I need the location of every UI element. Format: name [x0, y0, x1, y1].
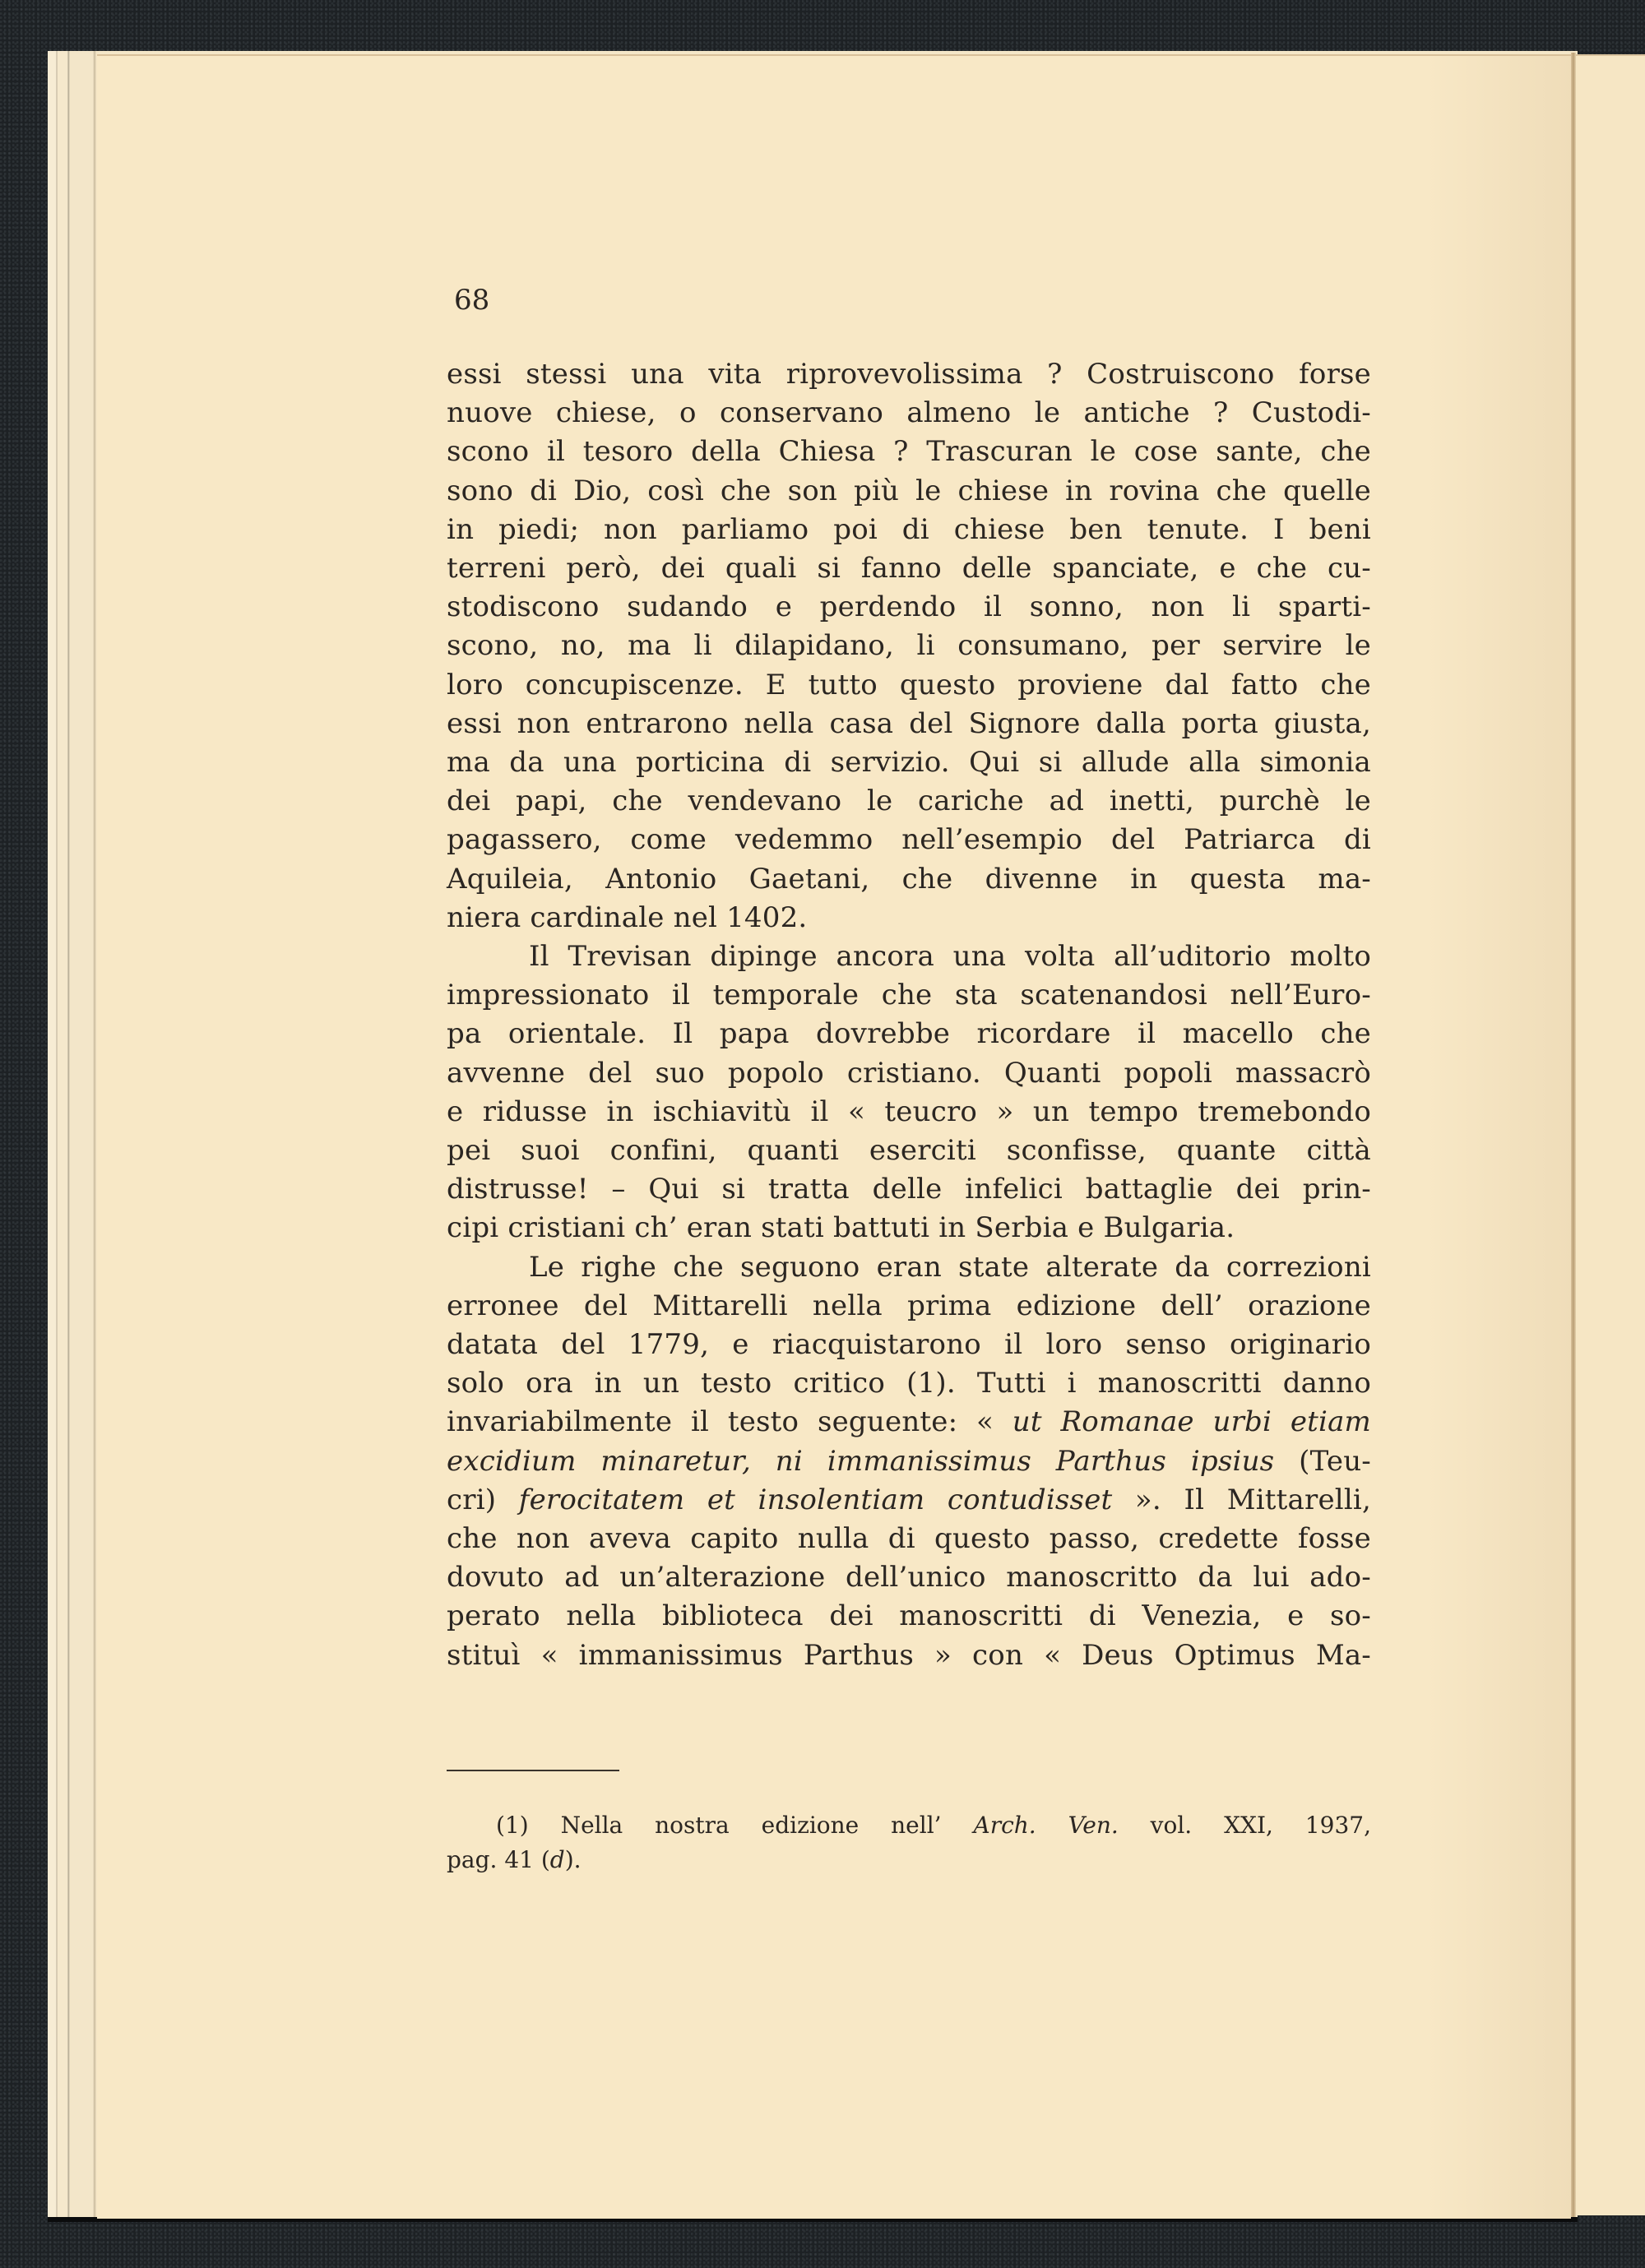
text-line: datata del 1779, e riacquistarono il loro senso originario	[447, 1328, 1371, 1361]
text-line: in piedi; non parliamo poi di chiese ben tenute. I beni	[447, 512, 1371, 546]
text-line: scono il tesoro della Chiesa ? Trascuran le cose sante, che	[447, 435, 1371, 469]
text-line: pa orientale. Il papa dovrebbe ricordare il macello che	[447, 1017, 1371, 1051]
text-line: essi stessi una vita riprovevolissima ? Costruiscono forse	[447, 358, 1371, 391]
text-line: cipi cristiani ch’ eran stati battuti in Serbia e Bulgaria.	[447, 1211, 1235, 1245]
text-line: solo ora in un testo critico (1). Tutti i manoscritti danno	[447, 1367, 1371, 1400]
text-line: Il Trevisan dipinge ancora una volta all’uditorio molto	[529, 940, 1371, 973]
text-line: pei suoi confini, quanti eserciti sconfisse, quante città	[447, 1134, 1371, 1167]
footnote-italic: d	[549, 1846, 565, 1873]
text-line	[447, 1481, 1371, 1519]
footnote-text: ).	[564, 1846, 582, 1873]
footnote-line	[447, 1809, 1371, 1842]
footnote-italic: Arch.	[973, 1812, 1036, 1839]
page-edge-lines	[48, 51, 99, 2217]
text-line: dovuto ad un’alterazione dell’unico manoscritto da lui ado-	[447, 1561, 1371, 1595]
text-line: niera cardinale nel 1402.	[447, 900, 808, 934]
text-line: che non aveva capito nulla di questo passo, credette fosse	[447, 1522, 1371, 1555]
footnote-text: (1) Nella nostra edizione nell’	[496, 1812, 974, 1839]
footnote-rule	[447, 1770, 619, 1771]
footnote-text: vol. XXI, 1937,	[1118, 1812, 1371, 1839]
text-roman: cri)	[447, 1483, 519, 1516]
text-line: erronee del Mittarelli nella prima edizione dell’ orazione	[447, 1289, 1371, 1322]
text-line: sono di Dio, così che son più le chiese in rovina che quelle	[447, 474, 1371, 507]
text-line: Le righe che seguono eran state alterate da correzioni	[529, 1250, 1371, 1284]
text-line: avvenne del suo popolo cristiano. Quanti popoli massacrò	[447, 1056, 1371, 1090]
footnote-text: pag. 41 (	[447, 1846, 550, 1873]
book-page-right-edge	[1576, 54, 1645, 2215]
text-line: scono, no, ma li dilapidano, li consumano, per servire le	[447, 629, 1371, 663]
text-line: distrusse! – Qui si tratta delle infelici battaglie dei prin-	[447, 1173, 1371, 1206]
text-line: terreni però, dei quali si fanno delle spanciate, e che cu-	[447, 552, 1371, 585]
text-roman: (Teu-	[1274, 1444, 1371, 1478]
footnote-italic: Ven.	[1068, 1812, 1119, 1839]
text-roman: invariabilmente il testo seguente: «	[447, 1405, 1012, 1439]
text-line: e ridusse in ischiavitù il « teucro » un tempo tremebondo	[447, 1095, 1371, 1128]
text-line	[447, 1442, 1371, 1480]
text-line: loro concupiscenze. E tutto questo proviene dal fatto che	[447, 668, 1371, 701]
text-line: nuove chiese, o conservano almeno le antiche ? Custodi-	[447, 396, 1371, 430]
text-italic-latin: ferocitatem et insolentiam contudisset	[518, 1483, 1113, 1516]
text-roman: ». Il Mittarelli,	[1112, 1483, 1371, 1516]
text-line: perato nella biblioteca dei manoscritti di Venezia, e so-	[447, 1599, 1371, 1633]
page-number: 68	[454, 284, 490, 317]
text-line: stodiscono sudando e perdendo il sonno, non li sparti-	[447, 590, 1371, 624]
footnote-text	[1036, 1812, 1068, 1839]
text-line: pagassero, come vedemmo nell’esempio del Patriarca di	[447, 823, 1371, 857]
text-line	[447, 1403, 1371, 1441]
text-italic-latin: excidium minaretur, ni immanissimus Parthus ipsius	[447, 1444, 1275, 1478]
text-line: stituì « immanissimus Parthus » con « Deus Optimus Ma-	[447, 1638, 1371, 1672]
text-line: ma da una porticina di servizio. Qui si allude alla simonia	[447, 746, 1371, 779]
footnote-line	[447, 1844, 1371, 1877]
text-italic-latin: ut Romanae urbi etiam	[1012, 1405, 1372, 1439]
text-line: dei papi, che vendevano le cariche ad inetti, purchè le	[447, 785, 1371, 818]
text-line: impressionato il temporale che sta scatenandosi nell’Euro-	[447, 979, 1371, 1012]
text-line: Aquileia, Antonio Gaetani, che divenne in questa ma-	[447, 862, 1371, 896]
text-line: essi non entrarono nella casa del Signore dalla porta giusta,	[447, 706, 1371, 740]
